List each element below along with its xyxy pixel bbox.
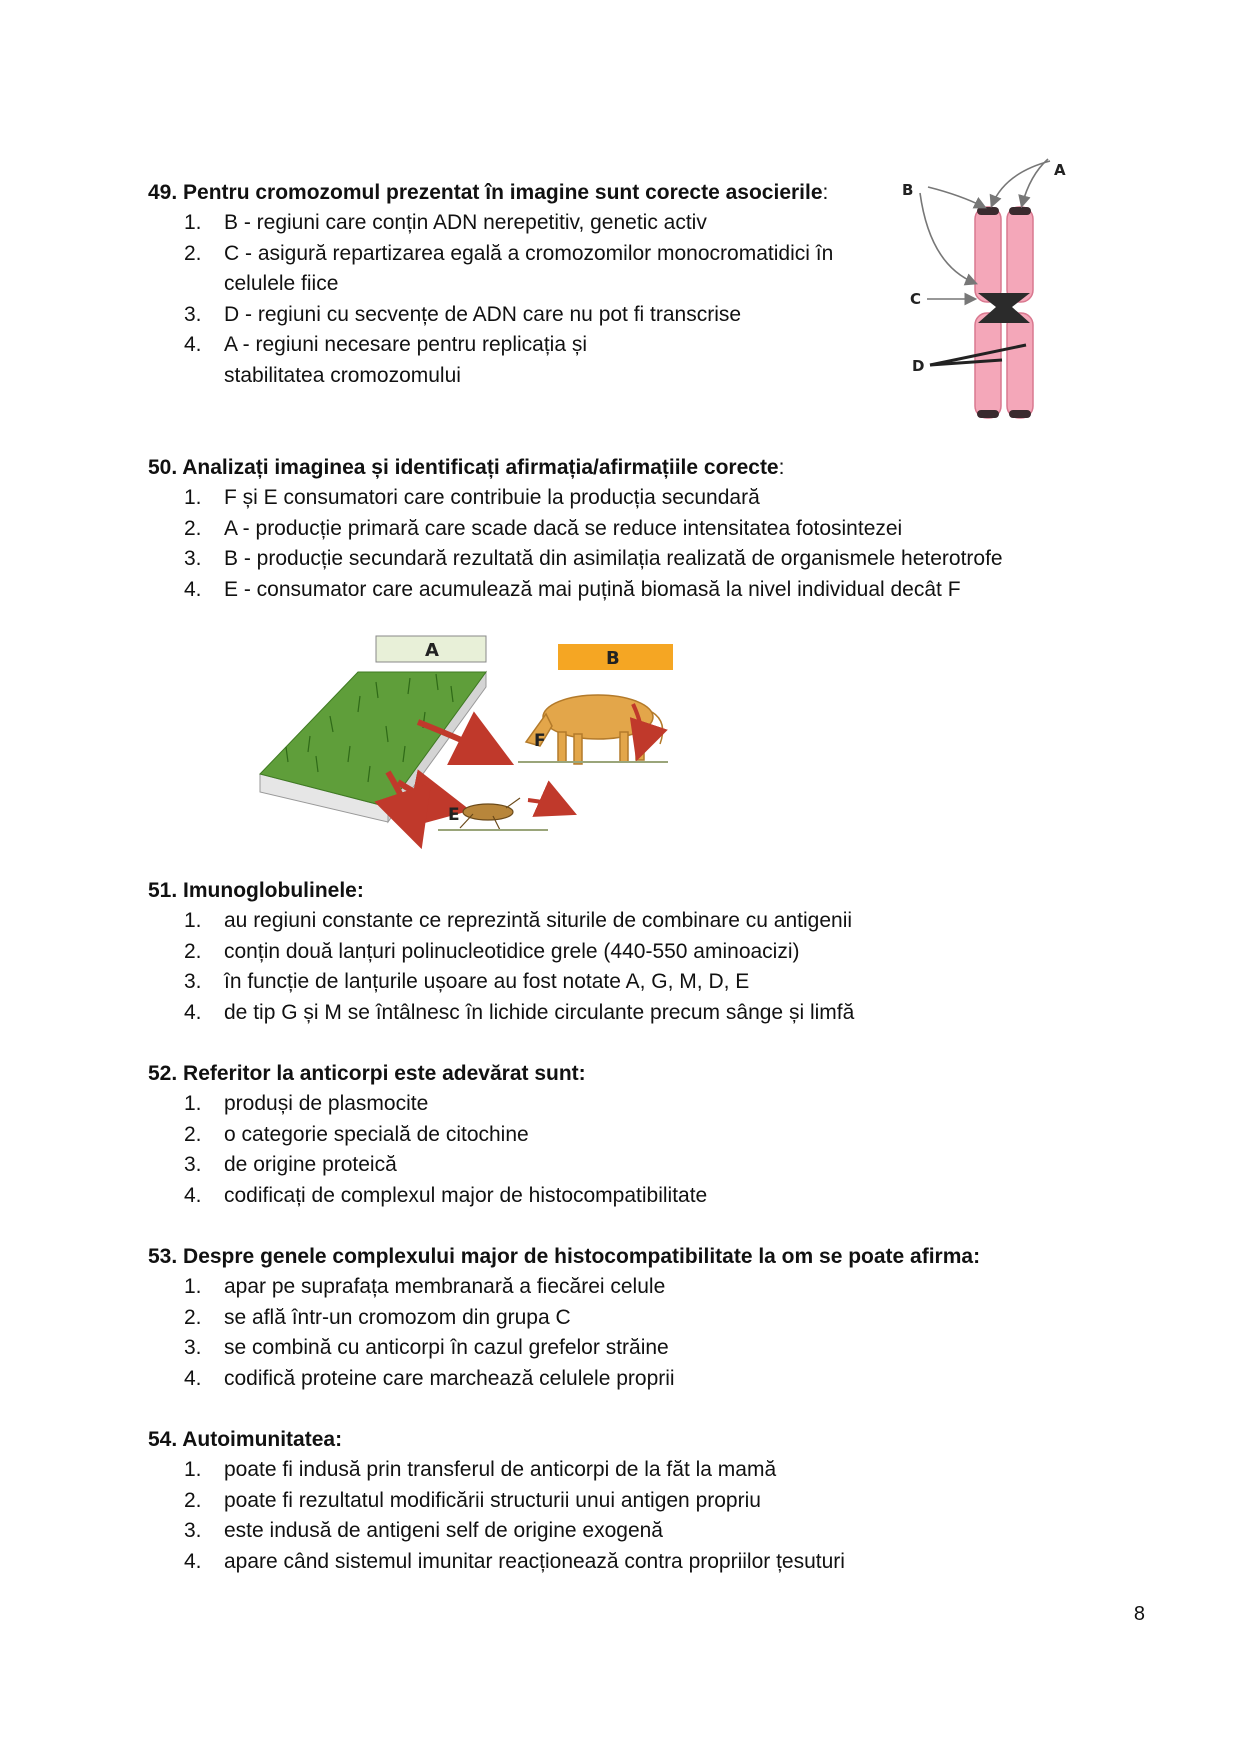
answer-item: 3. este indusă de antigeni self de origine exogenă — [184, 1519, 663, 1542]
question-53 — [148, 1242, 1108, 1394]
answer-item: 3. D - regiuni cu secvențe de ADN care nu pot fi transcrise — [184, 302, 742, 326]
answer-item: 4. apare când sistemul imunitar reacționează contra propriilor țesuturi — [184, 1549, 845, 1573]
answer-item: 1. F și E consumatori care contribuie la producția secundară — [184, 486, 760, 509]
telomere — [1009, 410, 1031, 418]
label-f: F — [534, 731, 546, 751]
label-a: A — [425, 640, 439, 661]
cricket — [460, 798, 520, 830]
answer-item: 3. de origine proteică — [184, 1153, 397, 1176]
question-49 — [148, 178, 868, 391]
question-54 — [148, 1425, 1108, 1577]
label-d: D — [912, 357, 925, 375]
question-50 — [148, 453, 1108, 605]
label-e: E — [448, 805, 460, 825]
centromere — [978, 293, 1030, 323]
label-c: C — [910, 290, 922, 308]
answer-item: 4. de tip G și M se întâlnesc în lichide circulante precum sânge și limfă — [184, 1000, 855, 1024]
answer-item: 3. în funcție de lanțurile ușoare au fost notate A, G, M, D, E — [184, 970, 750, 993]
question-title: 50. Analizați imaginea și identificați afirmația/afirmațiile corecte: — [148, 456, 785, 479]
answer-item: 2. A - producție primară care scade dacă se reduce intensitatea fotosintezei — [184, 516, 903, 540]
answer-item: 1. B - regiuni care conțin ADN nerepetitiv, genetic activ — [184, 211, 707, 234]
label-a: A — [1054, 161, 1066, 179]
page-number: 8 — [1133, 1603, 1145, 1625]
answer-item: 2. poate fi rezultatul modificării structurii unui antigen propriu — [184, 1488, 761, 1512]
chromatid-lower-right — [1007, 313, 1033, 418]
ecology-figure — [248, 632, 723, 854]
chromatid-upper-right — [1007, 207, 1033, 302]
question-title: 52. Referitor la anticorpi este adevărat sunt: — [148, 1062, 586, 1085]
answer-item: 2. se află într-un cromozom din grupa C — [184, 1305, 571, 1329]
answer-item: 1. au regiuni constante ce reprezintă siturile de combinare cu antigenii — [184, 909, 853, 932]
question-title: 51. Imunoglobulinele: — [148, 879, 364, 902]
chromatid-lower-left — [975, 313, 1001, 418]
answer-item: 1. produși de plasmocite — [184, 1092, 429, 1115]
answer-item: 4. E - consumator care acumulează mai puțină biomasă la nivel individual decât F — [184, 577, 961, 601]
question-52 — [148, 1059, 1108, 1211]
question-title: 53. Despre genele complexului major de histocompatibilitate la om se poate afirma: — [148, 1245, 981, 1268]
answer-item: 4. codificați de complexul major de histocompatibilitate — [184, 1183, 708, 1207]
answer-item: 1. apar pe suprafața membranară a fiecărei celule — [184, 1275, 666, 1298]
answer-item: 4. A - regiuni necesare pentru replicația și stabilitatea cromozomului — [184, 333, 588, 387]
chromosome-figure — [880, 155, 1100, 430]
chromatid-upper-left — [975, 207, 1001, 302]
label-b: B — [606, 648, 620, 669]
answer-item: 3. B - producție secundară rezultată din asimilația realizată de organismele heterotrofe — [184, 547, 1003, 570]
answer-item: 4. codifică proteine care marchează celulele proprii — [184, 1366, 675, 1390]
question-title: 49. Pentru cromozomul prezentat în imagine sunt corecte asocierile: — [148, 181, 829, 204]
telomere — [977, 207, 999, 215]
question-51 — [148, 876, 1108, 1028]
question-title: 54. Autoimunitatea: — [148, 1428, 343, 1451]
answer-item: 1. poate fi indusă prin transferul de anticorpi de la făt la mamă — [184, 1458, 777, 1481]
answer-item: 3. se combină cu anticorpi în cazul grefelor străine — [184, 1336, 669, 1359]
answer-item: 2. conțin două lanțuri polinucleotidice grele (440-550 aminoacizi) — [184, 939, 800, 963]
label-b: B — [902, 181, 914, 199]
telomere — [1009, 207, 1031, 215]
answer-item: 2. o categorie specială de citochine — [184, 1122, 529, 1146]
answer-item: 2. C - asigură repartizarea egală a cromozomilor monocromatidici în celulele fiice — [184, 241, 834, 295]
telomere — [977, 410, 999, 418]
